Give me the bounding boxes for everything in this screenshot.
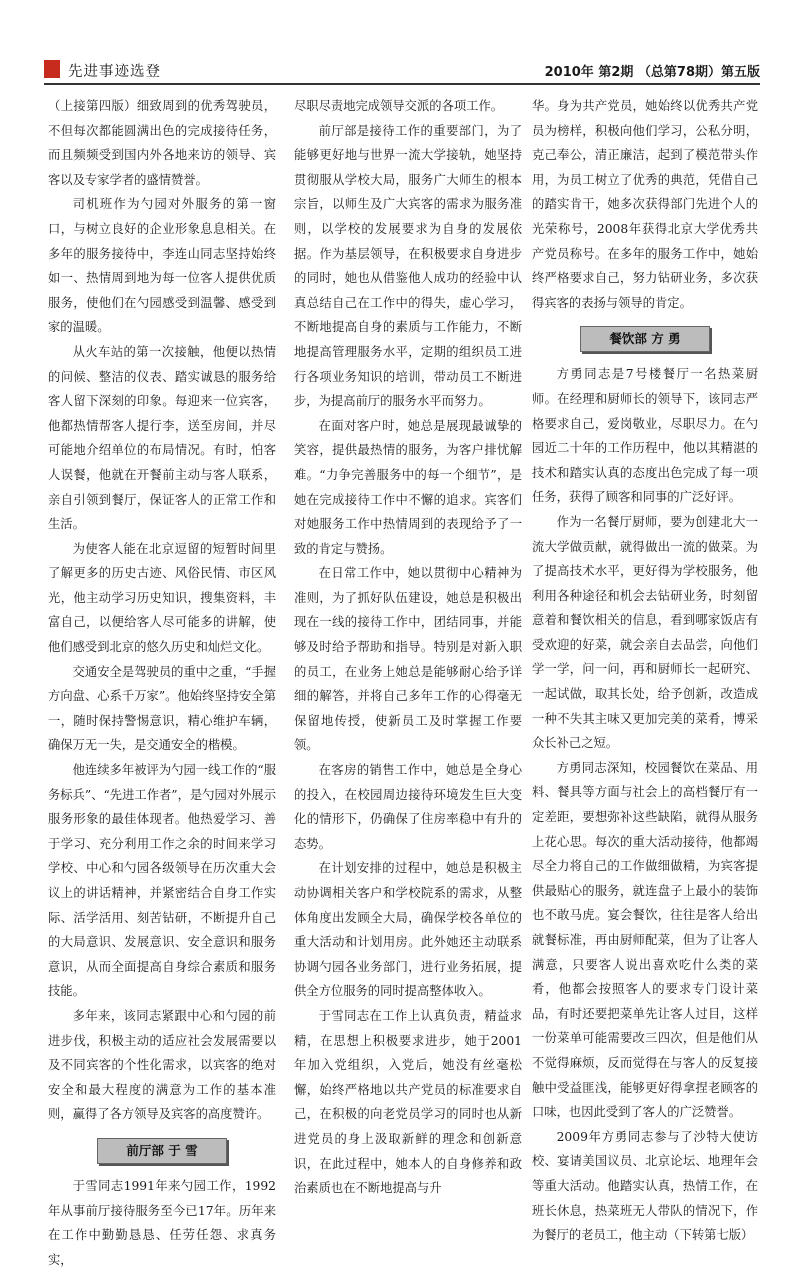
paragraph: （上接第四版）细致周到的优秀驾驶员，不但每次都能圆满出色的完成接待任务，而且频频受到国内外各地来访的领导、宾客以及专家学者的盛情赞誉。 <box>48 99 276 187</box>
paragraph: 交通安全是驾驶员的重中之重，“手握方向盘、心系千万家”。他始终坚持安全第一，随时保持警惕意识，精心维护车辆，确保万无一失，是交通安全的楷模。 <box>48 664 276 753</box>
paragraph: 在日常工作中，她以贯彻中心精神为准则，为了抓好队伍建设，她总是积极出现在一线的接待工作中，团结同事，并能够及时给予帮助和指导。特别是对新入职的员工，在业务上她总是能够耐心给予详细的解答，并将自己多年工作的心得毫无保留地传授，使新员工及时掌握工作要领。 <box>294 566 522 753</box>
paragraph: 于雪同志1991年来勺园工作，1992年从事前厅接待服务至今已17年。历年来在工作中勤勤恳恳、任劳任怨、求真务实， <box>48 1178 276 1267</box>
paragraph: 尽职尽责地完成领导交派的各项工作。 <box>294 99 504 113</box>
section-heading-catering: 餐饮部 方 勇 <box>580 326 710 352</box>
column-title: 先进事迹选登 <box>68 64 161 80</box>
paragraph: 他连续多年被评为勺园一线工作的“服务标兵”、“先进工作者”，是勺园对外展示服务形象的最佳体现者。他热爱学习、善于学习、充分利用工作之余的时间来学习学校、中心和勺园各级领导在历次重大会议上的讲话精神，并紧密结合自身工作实际、活学活用、刻苦钻研，不断提升自己的大局意识、发展意识、安全意识和服务意识，从而全面提高自身综合素质和服务技能。 <box>48 763 276 999</box>
issue-info: 2010年 第2期 （总第78期）第五版 <box>544 65 760 80</box>
paragraph: 方勇同志是7号楼餐厅一名热菜厨师。在经理和厨师长的领导下，该同志严格要求自己，爱岗敬业，尽职尽力。在勺园近二十年的工作历程中，他以其精湛的技术和踏实认真的态度出色完成了每一项任务，获得了顾客和同事的广泛好评。 <box>532 367 758 505</box>
paragraph: 方勇同志深知，校园餐饮在菜品、用料、餐具等方面与社会上的高档餐厅有一定差距，要想弥补这些缺陷，就得从服务上花心思。每次的重大活动接待，他都竭尽全力将自己的工作做细做精，为宾客提供最贴心的服务，就连盘子上最小的装饰也不敢马虎。宴会餐饮，往往是客人给出就餐标准，再由厨师配菜，但为了让客人满意，只要客人说出喜欢吃什么类的菜肴，他都会按照客人的要求专门设计菜品，有时还要把菜单先让客人过目，这样一份菜单可能需要改三四次，但是他们从不觉得麻烦，反而觉得在与客人的反复接触中受益匪浅，能够更好得拿捏老顾客的口味，也因此受到了客人的广泛赞誉。 <box>532 760 758 1120</box>
paragraph: 从火车站的第一次接触，他便以热情的问候、整洁的仪表、踏实诚恳的服务给客人留下深刻的印象。每迎来一位宾客，他都热情帮客人提行李，送至房间，并尽可能地介绍单位的布局情况。有时，怕客人误餐，他就在开餐前主动与客人联系，亲自引领到餐厅，保证客人的正常工作和生活。 <box>48 344 276 532</box>
paragraph: 为使客人能在北京逗留的短暂时间里了解更多的历史古迹、风俗民情、市区风光，他主动学习历史知识，搜集资料，丰富自己，以便给客人尽可能多的讲解，使他们感受到北京的悠久历史和灿烂文化。 <box>48 541 276 655</box>
paragraph: 作为一名餐厅厨师，要为创建北大一流大学做贡献，就得做出一流的做菜。为了提高技术水平，更好得为学校服务，他利用各种途径和机会去钻研业务，时刻留意着和餐饮相关的信息，看到哪家饭店有受欢迎的好菜，就会亲自去品尝，向他们学一学，问一问，再和厨师长一起研究、一起试做，取其长处，给予创新，改造成一种不失其主味又更加完美的菜肴，博采众长补己之短。 <box>532 514 758 751</box>
paragraph: 在计划安排的过程中，她总是积极主动协调相关客户和学校院系的需求，从整体角度出发顾全大局，确保学校各单位的重大活动和计划用房。此外她还主动联系协调勺园各业务部门，进行业务拓展，提供全方位服务的同时提高整体收入。 <box>294 861 522 999</box>
page-header <box>44 58 760 82</box>
column-2 <box>294 94 522 1196</box>
paragraph: 多年来，该同志紧跟中心和勺园的前进步伐，积极主动的适应社会发展需要以及不同宾客的个性化需求，以宾客的绝对安全和最大程度的满意为工作的基本准则，赢得了各方领导及宾客的高度赞许。 <box>48 1008 276 1122</box>
paragraph: 司机班作为勺园对外服务的第一窗口，与树立良好的企业形象息息相关。在多年的服务接待中，李连山同志坚持始终如一、热情周到地为每一位客人提供优质服务，使他们在勺园感受到温馨、感受到家的温暖。 <box>48 197 276 335</box>
column-3 <box>532 94 758 1243</box>
paragraph: 在客房的销售工作中，她总是全身心的投入，在校园周边接待环境发生巨大变化的情形下，仍确保了住房率稳中有升的态势。 <box>294 763 522 851</box>
header-rule <box>44 83 760 85</box>
column-1 <box>48 94 276 1267</box>
section-heading-front-desk: 前厅部 于 雪 <box>97 1138 227 1164</box>
paragraph: 华。身为共产党员，她始终以优秀共产党员为榜样，积极向他们学习，公私分明，克己奉公，清正廉洁，起到了模范带头作用，为员工树立了优秀的典范，凭借自己的踏实肯干，她多次获得部门先进个人的光荣称号，2008年获得北京大学优秀共产党员称号。在多年的服务工作中，她始终严格要求自己，努力钻研业务，多次获得宾客的表扬与领导的肯定。 <box>532 99 758 310</box>
paragraph: 2009年方勇同志参与了沙特大使访校、宴请美国议员、北京论坛、地理年会等重大活动。他踏实认真，热情工作，在班长休息，热菜班无人带队的情况下，作为餐厅的老员工，他主动（下转第七版） <box>532 1129 758 1243</box>
header-red-block <box>44 60 60 78</box>
paragraph: 前厅部是接待工作的重要部门，为了能够更好地与世界一流大学接轨，她坚持贯彻服从学校大局，服务广大师生的根本宗旨，以师生及广大宾客的需求为服务准则，以学校的发展要求为自身的发展依据。作为基层领导，在积极要求自身进步的同时，她也从借鉴他人成功的经验中认真总结自己在工作中的得失，虚心学习，不断地提高自身的素质与工作能力，不断地提高管理服务水平，定期的组织员工进行各项业务知识的培训，带动员工不断进步，为提高前厅的服务水平而努力。 <box>294 123 522 409</box>
paragraph: 于雪同志在工作上认真负责，精益求精，在思想上积极要求进步，她于2001年加入党组织，入党后，她没有丝毫松懈，始终严格地以共产党员的标准要求自己，在积极的向老党员学习的同时也从新进党员的身上汲取新鲜的理念和创新意识，在此过程中，她本人的自身修养和政治素质也在不断地提高与升 <box>294 1008 522 1196</box>
paragraph: 在面对客户时，她总是展现最诚挚的笑容，提供最热情的服务，为客户排忧解难。“力争完善服务中的每一个细节”，是她在完成接待工作中不懈的追求。宾客们对她服务工作中热情周到的表现给予了一致的肯定与赞扬。 <box>294 418 522 556</box>
